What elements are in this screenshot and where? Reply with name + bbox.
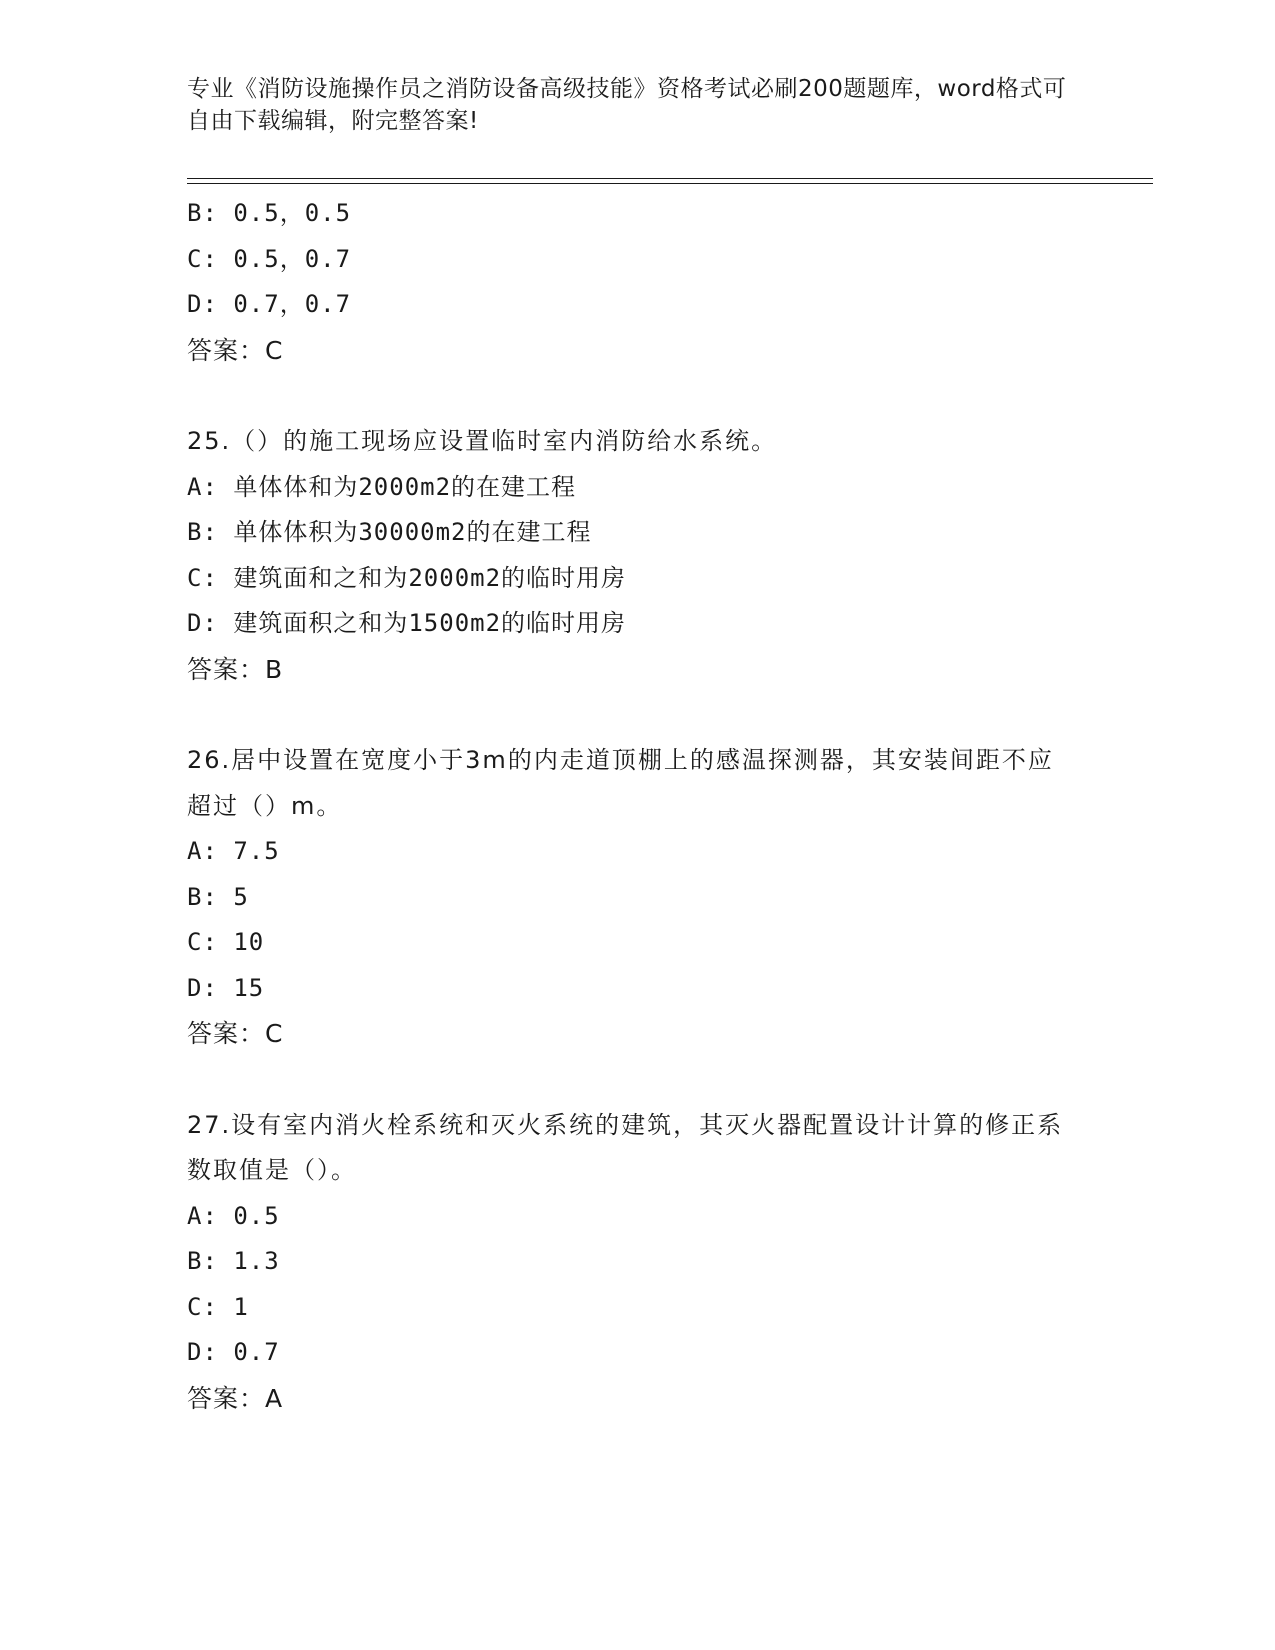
option-c: C: 建筑面和之和为2000m2的临时用房 [187, 563, 627, 592]
question-stem: 27.设有室内消火栓系统和灭火系统的建筑，其灭火器配置设计计算的修正系数取值是（）。 [187, 1110, 1064, 1184]
option-b: B: 0.5，0.5 [187, 199, 352, 227]
option-b: B: 1.3 [187, 1247, 280, 1275]
option-d: D: 建筑面积之和为1500m2的临时用房 [187, 609, 627, 637]
document-header: 专业《消防设施操作员之消防设备高级技能》资格考试必刷200题题库，word格式可自由下载编辑，附完整答案! [187, 76, 1067, 134]
option-c: C: 1 [187, 1292, 249, 1321]
question-stem: 26.居中设置在宽度小于3m的内走道顶棚上的感温探测器，其安装间距不应超过（）m。 [187, 746, 1054, 820]
question-block-27 [187, 1103, 1087, 1422]
answer-line: 答案：A [187, 1383, 284, 1413]
spacer [187, 1057, 1087, 1103]
option-a: A: 单体体和为2000m2的在建工程 [187, 472, 577, 501]
option-b: B: 5 [187, 882, 249, 911]
spacer [187, 373, 1087, 419]
answer-line: 答案：C [187, 1019, 284, 1048]
option-c: C: 10 [187, 928, 265, 956]
header-divider-top [187, 178, 1153, 179]
option-d: D: 15 [187, 973, 265, 1002]
spacer [187, 692, 1087, 738]
question-stem: 25.（）的施工现场应设置临时室内消防给水系统。 [187, 427, 778, 455]
option-b: B: 单体体积为30000m2的在建工程 [187, 518, 592, 546]
option-a: A: 7.5 [187, 837, 280, 865]
question-list [187, 191, 1087, 1421]
question-block-prev [187, 191, 1087, 373]
option-a: A: 0.5 [187, 1201, 280, 1230]
option-d: D: 0.7，0.7 [187, 290, 352, 318]
option-c: C: 0.5，0.7 [187, 244, 352, 273]
answer-line: 答案：C [187, 335, 284, 365]
option-d: D: 0.7 [187, 1338, 280, 1366]
question-block-26 [187, 738, 1087, 1057]
header-divider-bottom [187, 183, 1153, 184]
question-block-25 [187, 419, 1087, 692]
answer-line: 答案：B [187, 654, 284, 684]
